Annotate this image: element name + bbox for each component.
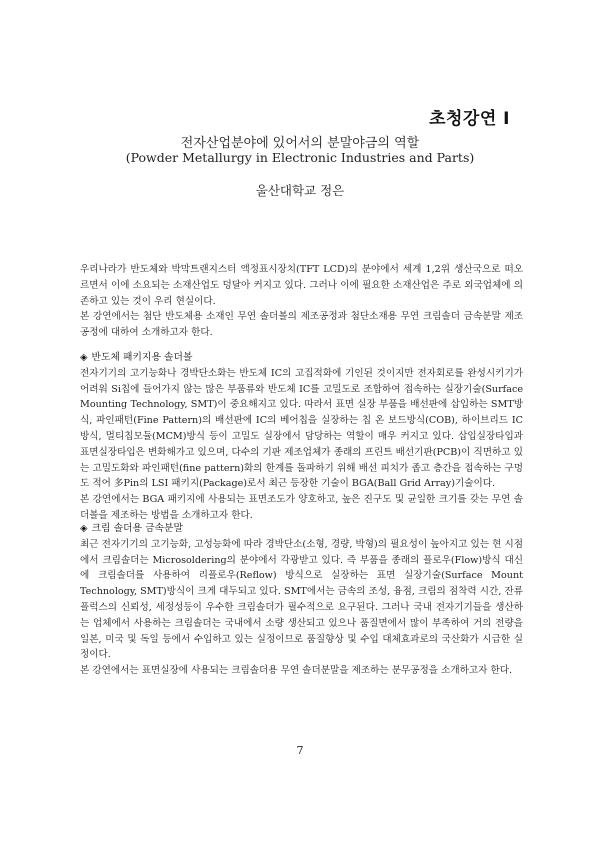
page-number: 7 [296, 744, 304, 757]
body-paragraph: 본 강연에서는 표면실장에 사용되는 크림솔더용 무연 솔더분말을 제조하는 분무공정을 소개하고자 한다. [80, 665, 513, 677]
solder-ball-section [80, 350, 523, 524]
diamond-bullet-icon: ◈ [80, 352, 88, 363]
invited-lecture-badge: 초청강연 I [429, 109, 510, 129]
diamond-bullet-icon: ◈ [80, 523, 88, 534]
body-paragraph: 전자기기의 고기능화나 경박단소화는 반도체 IC의 고집적화에 기인된 것이지만 전자회로를 완성시키기가 어려워 Si칩에 들어가지 않는 많은 부품류와 반도체 IC를 고밀도로 조합하여 접속하는 실장기술(Surface Mounting Technology, SMT)이 중요해지고 있다. 따라서 표면 실장 부품을 배선판에 삽입하는 SMT방식, 파인패턴(Fine Pattern)의 배선판에 IC의 베어칩을 실장하는 칩 온 보드방식(COB), 하이브리드 IC방식, 멀티칩모듈(MCM)방식 등이 고밀도 실장에서 담당하는 역할이 매우 커지고 있다. 삽입실장타입과 표면실장타입은 변화해가고 있으며, 다수의 기판 제조업체가 종래의 프린트 배선기판(PCB)이 직면하고 있는 고밀도화와 파인패턴(fine pattern)화의 한계를 돌파하기 위해 배선 피치가 좁고 층간을 접속하는 구멍도 적어 多Pin의 LSI 패키지(Package)로서 최근 등장한 기술이 BGA(Ball Grid Array)기술이다. [80, 367, 523, 490]
body-paragraph: 본 강연에서는 BGA 패키지에 사용되는 표면조도가 양호하고, 높은 진구도 및 균일한 크기를 갖는 무연 솔더볼을 제조하는 방법을 소개하고자 한다. [80, 494, 523, 521]
body-paragraph: 최근 전자기기의 고기능화, 고성능화에 따라 경박단소(소형, 경량, 박형)의 필요성이 높아지고 있는 현 시점에서 크림솔더는 Microsoldering의 분야에서 각광받고 있다. 즉 부품을 종래의 플로우(Flow)방식 대신에 크림솔더를 사용하여 리플로우(Reflow) 방식으로 실장하는 표면 실장기술(Surface Mount Technology, SMT)방식이 크게 대두되고 있다. SMT에서는 금속의 조성, 융점, 크림의 점착력 시간, 잔류 플럭스의 신뢰성, 세정성등이 우수한 크림솔더가 필수적으로 요구된다. 그러나 국내 전자기기들을 생산하는 업체에서 사용하는 크림솔더는 국내에서 소량 생산되고 있으나 품질면에서 많이 부족하여 거의 전량을 일본, 미국 및 독일 등에서 수입하고 있는 실정이므로 품질향상 및 수입 대체효과로의 국산화가 시급한 실정이다. [80, 538, 523, 661]
section-heading-text: 반도체 패키지용 솔더볼 [91, 352, 193, 363]
section-heading [80, 350, 523, 366]
intro-section [80, 262, 523, 341]
section-heading-text: 크림 솔더용 금속분말 [91, 523, 183, 534]
intro-paragraph: 본 강연에서는 첨단 반도체용 소재인 무연 솔더볼의 제조공정과 첨단소재용 무연 크림솔더 금속분말 제조공정에 대하여 소개하고자 한다. [80, 311, 523, 339]
author-affiliation: 울산대학교 정은 [255, 183, 345, 198]
section-heading [80, 521, 523, 537]
title-korean: 전자산업분야에 있어서의 분말야금의 역할 [180, 136, 420, 151]
intro-paragraph: 우리나라가 반도체와 박막트랜지스터 액정표시장치(TFT LCD)의 분야에서 세계 1,2위 생산국으로 떠오르면서 이에 소요되는 소재산업도 덩달아 커지고 있다. 그러나 이에 필요한 소재산업은 주로 외국업체에 의존하고 있는 것이 우리 현실이다. [80, 264, 523, 307]
title-english: (Powder Metallurgy in Electronic Industries and Parts) [125, 150, 475, 165]
cream-solder-section [80, 521, 523, 679]
